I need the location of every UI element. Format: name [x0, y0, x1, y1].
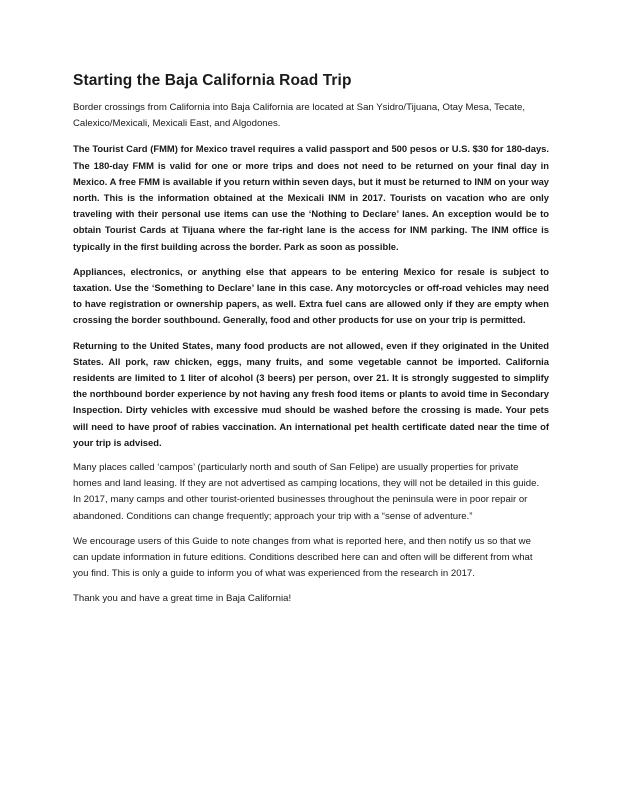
- document-page: [73, 72, 549, 617]
- paragraph-tourist-card: The Tourist Card (FMM) for Mexico travel requires a valid passport and 500 pesos or U.S. $30 for 180-days. The 180-day FMM is valid for one or more trips and does not need to be returned on your final day in Mexico. A free FMM is available if you return within seven days, but it must be returned to INM on your way north. This is the information obtained at the Mexicali INM in 2017. Tourists on vacation who are only traveling with their personal use items can use the ‘Nothing to Declare’ lanes. An exception would be to obtain Tourist Cards at Tijuana where the far-right lane is the access for INM parking. The INM office is typically in the first building across the border. Park as soon as possible.: [73, 143, 549, 252]
- page-title: Starting the Baja California Road Trip: [73, 72, 352, 89]
- paragraph-closing: Thank you and have a great time in Baja California!: [73, 593, 292, 605]
- paragraph-campos: Many places called ‘campos’ (particularly north and south of San Felipe) are usually properties for private homes and land leasing. If they are not advertised as camping locations, they will not be detailed in this guide. In 2017, many camps and other tourist-oriented businesses throughout the peninsula were in poor repair or abandoned. Conditions can change frequently; approach your trip with a “sense of adventure.”: [73, 462, 540, 522]
- paragraph-border-crossings: Border crossings from California into Baja California are located at San Ysidro/Tijuana, Otay Mesa, Tecate, Calexico/Mexicali, Mexicali East, and Algodones.: [73, 102, 526, 130]
- paragraph-declare-goods: Appliances, electronics, or anything else that appears to be entering Mexico for resale is subject to taxation. Use the ‘Something to Declare’ lane in this case. Any motorcycles or off-road vehicles may need to have registration or ownership papers, as well. Extra fuel cans are allowed only if they are empty when crossing the border southbound. Generally, food and other products for use on your trip is permitted.: [73, 265, 549, 326]
- paragraph-returning-us: Returning to the United States, many food products are not allowed, even if they originated in the United States. All pork, raw chicken, eggs, many fruits, and some vegetable cannot be imported. California residents are limited to 1 liter of alcohol (3 beers) per person, over 21. It is strongly suggested to simplify the northbound border experience by not having any fresh food items or plants to avoid time in Secondary Inspection. Dirty vehicles with excessive mud should be washed before the crossing is made. Your pets will need to have proof of rabies vaccination. An international pet health certificate dated near the time of your trip is advised.: [73, 339, 549, 448]
- paragraph-guide-updates: We encourage users of this Guide to note changes from what is reported here, and then notify us so that we can update information in future editions. Conditions described here can and often will be different from what you find. This is only a guide to inform you of what was experienced from the research in 2017.: [73, 535, 533, 580]
